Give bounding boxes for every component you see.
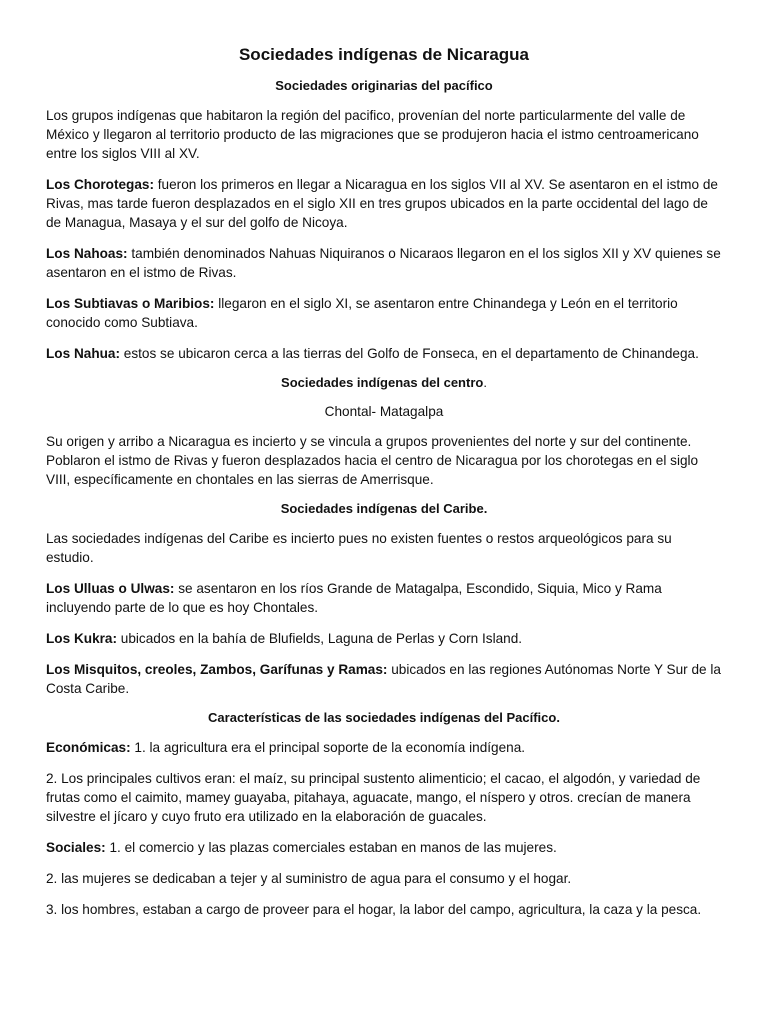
section-heading-centro	[46, 375, 722, 392]
nahoas-paragraph	[46, 244, 722, 282]
ulluas-label: Los Ulluas o Ulwas:	[46, 581, 175, 597]
nahoas-text: también denominados Nahuas Niquiranos o Nicaraos llegaron en el los siglos XII y XV quienes se asentaron en el istmo de Rivas.	[46, 246, 721, 281]
section-heading-caracteristicas: Características de las sociedades indígenas del Pacífico.	[208, 710, 560, 726]
centro-heading-text: Sociedades indígenas del centro	[281, 375, 484, 391]
chorotegas-text: fueron los primeros en llegar a Nicaragua en los siglos VII al XV. Se asentaron en el istmo de Rivas, mas tarde fueron desplazados en el siglo XII en tres grupos ubicados en la parte occidental del lago de de Managua, Masaya y el sur del golfo de Nicoya.	[46, 177, 718, 231]
kukra-paragraph	[46, 629, 722, 648]
sociales-paragraph-1	[46, 838, 722, 857]
ulluas-paragraph	[46, 579, 722, 617]
economicas-paragraph-1	[46, 738, 722, 757]
document-title: Sociedades indígenas de Nicaragua	[238, 45, 530, 64]
pacifico-intro-paragraph: Los grupos indígenas que habitaron la región del pacifico, provenían del norte particularmente del valle de México y llegaron al territorio producto de las migraciones que se produjeron hacia el istmo centroamericano entre los siglos VIII al XV.	[46, 108, 699, 162]
centro-subheading: Chontal- Matagalpa	[324, 404, 444, 420]
economicas-item-1: 1. la agricultura era el principal soporte de la economía indígena.	[130, 740, 526, 756]
section-heading-caribe: Sociedades indígenas del Caribe.	[280, 501, 488, 517]
section-heading-pacifico: Sociedades originarias del pacífico	[275, 78, 493, 94]
nahoas-label: Los Nahoas:	[46, 246, 128, 262]
economicas-paragraph-2: 2. Los principales cultivos eran: el maíz, su principal sustento alimenticio; el cacao, el algodón, y variedad de frutas como el caimito, mamey guayaba, pitahaya, aguacate, mango, el níspero y otros. crecían de manera silvestre el jícaro y cuyo fruto era utilizado en la elaboración de guacales.	[46, 771, 701, 825]
misquitos-text: ubicados en las regiones Autónomas Norte Y Sur de la Costa Caribe.	[46, 662, 721, 697]
subtiavas-text: llegaron en el siglo XI, se asentaron entre Chinandega y León en el territorio conocido como Subtiava.	[46, 296, 678, 331]
sociales-label: Sociales:	[46, 840, 106, 856]
sociales-paragraph-3: 3. los hombres, estaban a cargo de proveer para el hogar, la labor del campo, agricultura, la caza y la pesca.	[46, 902, 702, 918]
economicas-label: Económicas:	[46, 740, 131, 756]
chorotegas-paragraph	[46, 175, 722, 232]
kukra-label: Los Kukra:	[46, 631, 118, 647]
subtiavas-label: Los Subtiavas o Maribios:	[46, 296, 215, 312]
nahua-paragraph	[46, 344, 722, 363]
nahua-text: estos se ubicaron cerca a las tierras del Golfo de Fonseca, en el departamento de Chinandega.	[120, 346, 699, 362]
kukra-text: ubicados en la bahía de Blufields, Laguna de Perlas y Corn Island.	[117, 631, 523, 647]
misquitos-paragraph	[46, 660, 722, 698]
caribe-intro-paragraph: Las sociedades indígenas del Caribe es incierto pues no existen fuentes o restos arqueológicos para su estudio.	[46, 531, 672, 566]
nahua-label: Los Nahua:	[46, 346, 121, 362]
subtiavas-paragraph	[46, 294, 722, 332]
chorotegas-label: Los Chorotegas:	[46, 177, 154, 193]
sociales-item-1: 1. el comercio y las plazas comerciales estaban en manos de las mujeres.	[105, 840, 557, 856]
centro-heading-suffix: .	[483, 375, 487, 391]
centro-paragraph: Su origen y arribo a Nicaragua es incierto y se vincula a grupos provenientes del norte y sur del continente. Poblaron el istmo de Rivas y fueron desplazados hacia el centro de Nicaragua por los chorotegas en el siglo VIII, específicamente en chontales en las sierras de Amerrisque.	[46, 434, 699, 488]
misquitos-label: Los Misquitos, creoles, Zambos, Garífunas y Ramas:	[46, 662, 388, 678]
sociales-paragraph-2: 2. las mujeres se dedicaban a tejer y al suministro de agua para el consumo y el hogar.	[46, 871, 572, 887]
ulluas-text: se asentaron en los ríos Grande de Matagalpa, Escondido, Siquia, Mico y Rama incluyendo parte de lo que es hoy Chontales.	[46, 581, 662, 616]
